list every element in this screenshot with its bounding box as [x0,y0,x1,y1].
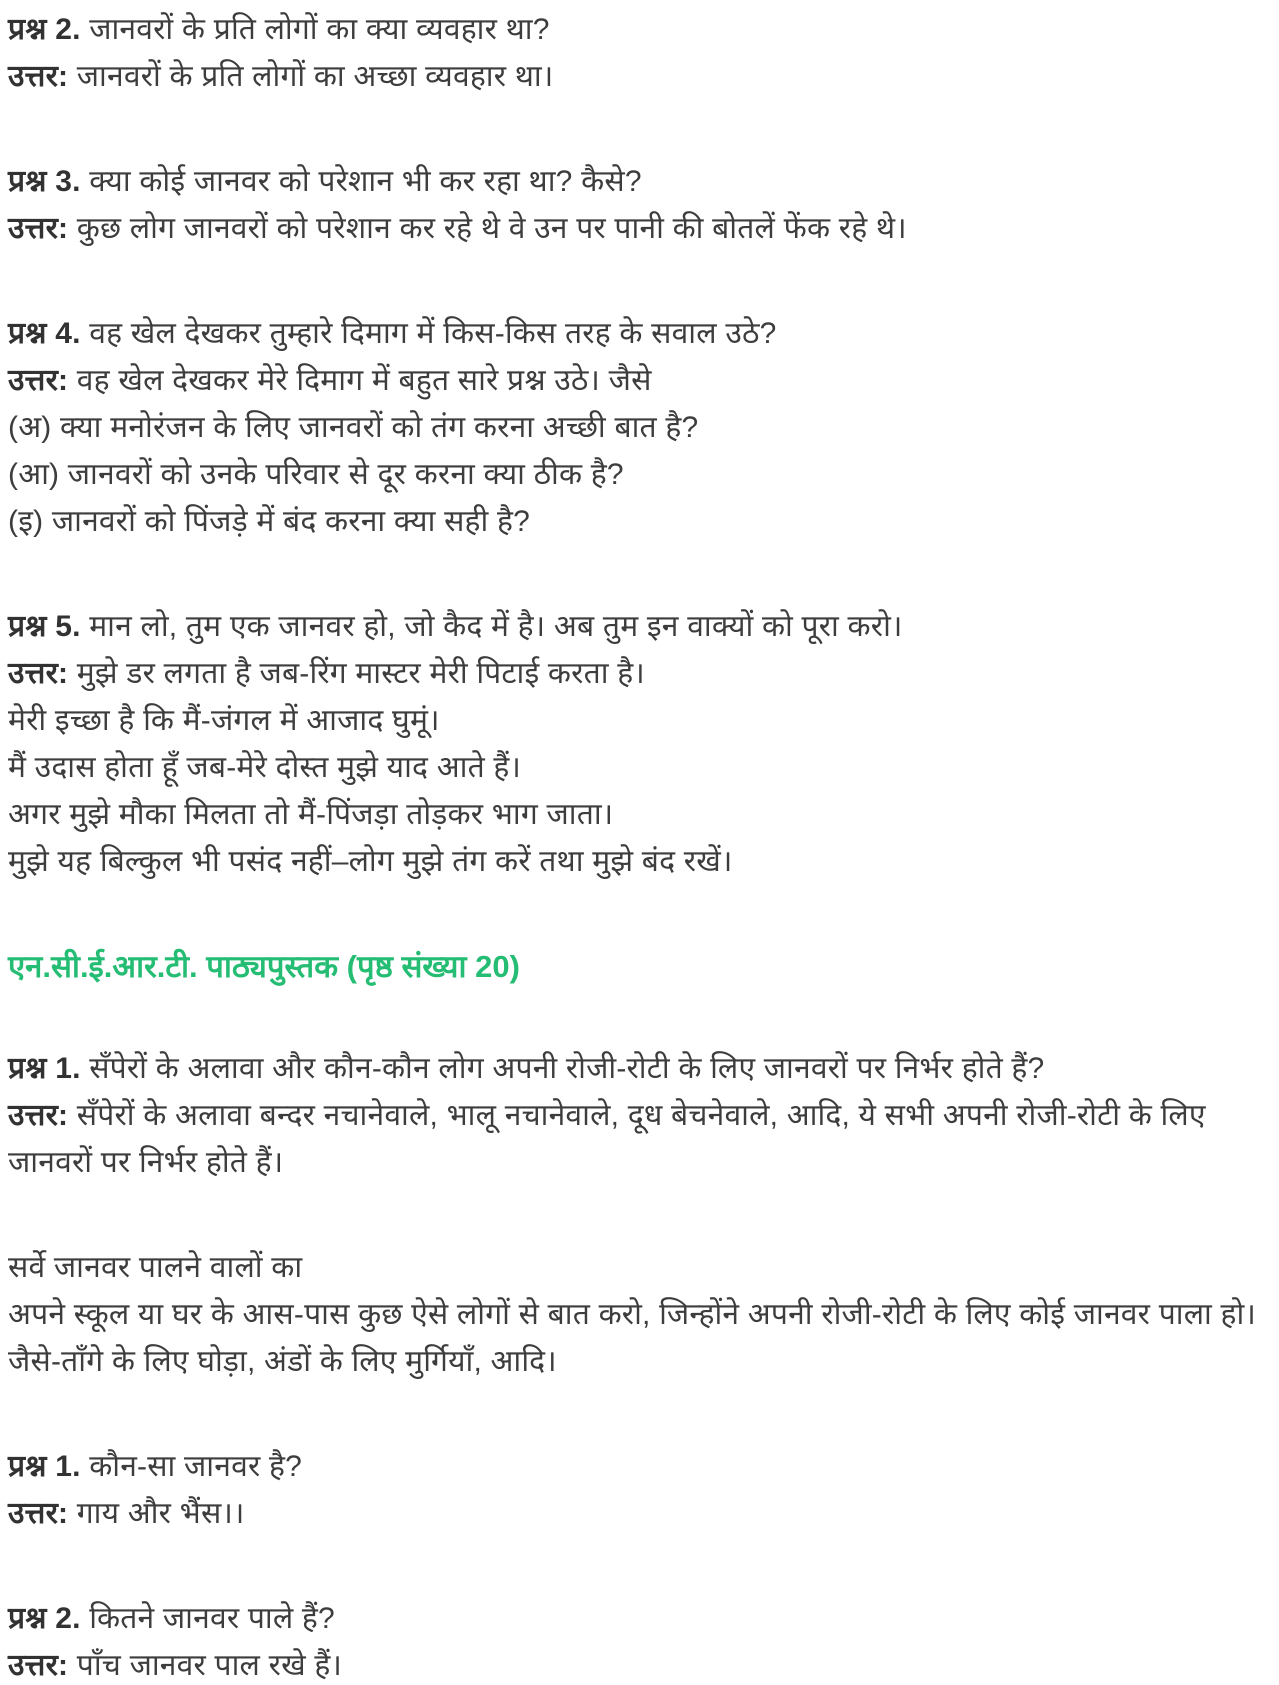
line-text: कितने जानवर पाले हैं? [89,1602,335,1635]
text-line [8,744,1267,791]
question-label: प्रश्न 1. [8,1450,81,1483]
answer-label: उत्तर: [8,657,69,690]
line-text: गाय और भैंस।। [76,1497,245,1530]
question-label: प्रश्न 2. [8,13,81,46]
line-text: कुछ लोग जानवरों को परेशान कर रहे थे वे उन पर पानी की बोतलें फेंक रहे थे। [76,212,907,245]
question-line [8,603,1267,650]
question-line [8,6,1267,53]
answer-line [8,650,1267,697]
question-label: प्रश्न 1. [8,1052,81,1085]
qa-block [8,1595,1267,1685]
qa-block [8,1244,1267,1385]
answer-line [8,1490,1267,1537]
line-text: पाँच जानवर पाल रखे हैं। [76,1649,343,1682]
answer-line [8,1642,1267,1685]
answer-line [8,357,1267,404]
line-text: (आ) जानवरों को उनके परिवार से दूर करना क्या ठीक है? [8,458,624,491]
text-line [8,697,1267,744]
text-line [8,451,1267,498]
line-text: कौन-सा जानवर है? [89,1450,303,1483]
answer-label: उत्तर: [8,1649,69,1682]
question-label: प्रश्न 2. [8,1602,81,1635]
qa-block [8,158,1267,252]
answer-line [8,1092,1267,1186]
line-text: वह खेल देखकर तुम्हारे दिमाग में किस-किस तरह के सवाल उठे? [89,317,777,350]
line-text: जानवरों के प्रति लोगों का क्या व्यवहार था? [89,13,550,46]
qa-block [8,603,1267,885]
answer-label: उत्तर: [8,1497,69,1530]
document-content [8,6,1267,1685]
question-label: प्रश्न 5. [8,610,81,643]
line-text: मान लो, तुम एक जानवर हो, जो कैद में है। अब तुम इन वाक्यों को पूरा करो। [89,610,903,643]
line-text: सँपेरों के अलावा और कौन-कौन लोग अपनी रोजी-रोटी के लिए जानवरों पर निर्भर होते हैं? [89,1052,1045,1085]
text-line [8,791,1267,838]
question-label: प्रश्न 3. [8,165,81,198]
answer-line [8,205,1267,252]
qa-block [8,1045,1267,1186]
line-text: क्या कोई जानवर को परेशान भी कर रहा था? कैसे? [89,165,642,198]
text-line [8,498,1267,545]
question-line [8,158,1267,205]
line-text: मैं उदास होता हूँ जब-मेरे दोस्त मुझे याद आते हैं। [8,751,522,784]
line-text: (इ) जानवरों को पिंजड़े में बंद करना क्या सही है? [8,505,530,538]
text-line [8,1291,1267,1385]
line-text: मेरी इच्छा है कि मैं-जंगल में आजाद घुमूं। [8,704,440,737]
line-text: सर्वे जानवर पालने वालों का [8,1251,303,1284]
question-line [8,1595,1267,1642]
answer-label: उत्तर: [8,60,69,93]
text-line [8,838,1267,885]
question-line [8,1045,1267,1092]
qa-block [8,310,1267,545]
text-line [8,404,1267,451]
question-line [8,1443,1267,1490]
text-line [8,1244,1267,1291]
line-text: सँपेरों के अलावा बन्दर नचानेवाले, भालू नचानेवाले, दूध बेचनेवाले, आदि, ये सभी अपनी रोजी-रोटी के लिए जानवरों पर निर्भर होते हैं। [8,1099,1206,1179]
answer-label: उत्तर: [8,364,69,397]
line-text: वह खेल देखकर मेरे दिमाग में बहुत सारे प्रश्न उठे। जैसे [76,364,652,397]
question-label: प्रश्न 4. [8,317,81,350]
qa-block [8,6,1267,100]
line-text: (अ) क्या मनोरंजन के लिए जानवरों को तंग करना अच्छी बात है? [8,411,699,444]
answer-label: उत्तर: [8,212,69,245]
line-text: अगर मुझे मौका मिलता तो मैं-पिंजड़ा तोड़कर भाग जाता। [8,798,614,831]
section-heading: एन.सी.ई.आर.टी. पाठ्यपुस्तक (पृष्ठ संख्या 20) [8,949,520,984]
answer-label: उत्तर: [8,1099,69,1132]
line-text: मुझे यह बिल्कुल भी पसंद नहीं–लोग मुझे तंग करें तथा मुझे बंद रखें। [8,845,733,878]
line-text: जानवरों के प्रति लोगों का अच्छा व्यवहार था। [76,60,554,93]
answer-line [8,53,1267,100]
line-text: अपने स्कूल या घर के आस-पास कुछ ऐसे लोगों से बात करो, जिन्होंने अपनी रोजी-रोटी के लिए कोई जानवर पाला हो। जैसे-ताँगे के लिए घोड़ा, अंडों के लिए मुर्गियाँ, आदि। [8,1298,1257,1378]
qa-block [8,1443,1267,1537]
question-line [8,310,1267,357]
line-text: मुझे डर लगता है जब-रिंग मास्टर मेरी पिटाई करता है। [76,657,645,690]
